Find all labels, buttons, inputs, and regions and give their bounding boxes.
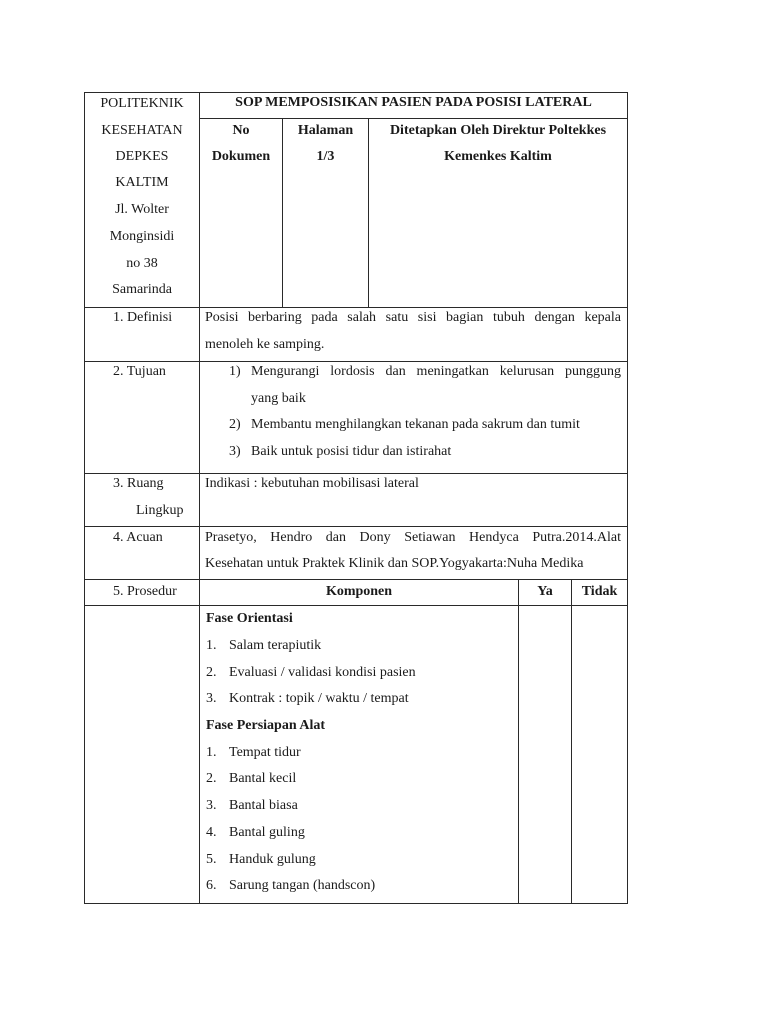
ruang-lingkup-label: 3. Ruang bbox=[113, 476, 164, 491]
institution-line: KESEHATAN bbox=[101, 123, 183, 138]
table-border-right bbox=[627, 92, 628, 904]
label-column-divider bbox=[199, 92, 200, 904]
phase-title: Fase Orientasi bbox=[206, 611, 293, 626]
row-divider-prosedur-header bbox=[84, 605, 628, 606]
no-dokumen-label: No bbox=[232, 123, 250, 138]
tujuan-label: 2. Tujuan bbox=[113, 364, 166, 379]
halaman-label: Halaman bbox=[297, 123, 354, 138]
tujuan-item-text: Baik untuk posisi tidur dan istirahat bbox=[251, 444, 452, 459]
no-dokumen-label: Dokumen bbox=[211, 149, 271, 164]
institution-line: POLITEKNIK bbox=[100, 96, 184, 111]
ruang-lingkup-label: Lingkup bbox=[136, 503, 184, 518]
prosedur-divider-tidak bbox=[571, 579, 572, 904]
checklist-item-number: 3. bbox=[206, 798, 217, 813]
table-border-bottom bbox=[84, 903, 628, 904]
checklist-item-number: 6. bbox=[206, 878, 217, 893]
checklist-item-text: Bantal biasa bbox=[229, 798, 298, 813]
checklist-item-text: Bantal kecil bbox=[229, 771, 297, 786]
checklist-item-text: Salam terapiutik bbox=[229, 638, 322, 653]
halaman-value: 1/3 bbox=[316, 149, 335, 164]
phase-title: Fase Persiapan Alat bbox=[206, 718, 325, 733]
institution-line: Monginsidi bbox=[109, 229, 175, 244]
tujuan-item-number: 1) bbox=[229, 364, 241, 379]
ditetapkan-label: Kemenkes Kaltim bbox=[444, 149, 552, 164]
prosedur-divider-ya bbox=[518, 579, 519, 904]
checklist-item-number: 3. bbox=[206, 691, 217, 706]
institution-line: KALTIM bbox=[115, 175, 169, 190]
tujuan-item-text: Mengurangi lordosis dan meningatkan kelurusan punggung bbox=[251, 364, 621, 379]
checklist-item-text: Kontrak : topik / waktu / tempat bbox=[229, 691, 409, 706]
checklist-item-number: 2. bbox=[206, 665, 217, 680]
tidak-column-header: Tidak bbox=[581, 584, 618, 599]
checklist-item-text: Bantal guling bbox=[229, 825, 305, 840]
tujuan-item-text: yang baik bbox=[251, 391, 306, 406]
checklist-item-number: 1. bbox=[206, 745, 217, 760]
ya-column-header: Ya bbox=[537, 584, 553, 599]
acuan-text-line: Kesehatan untuk Praktek Klinik dan SOP.Yogyakarta:Nuha Medika bbox=[205, 556, 584, 571]
checklist-item-text: Sarung tangan (handscon) bbox=[229, 878, 376, 893]
institution-line: Jl. Wolter bbox=[115, 202, 169, 217]
tujuan-item-number: 2) bbox=[229, 417, 241, 432]
checklist-item-text: Evaluasi / validasi kondisi pasien bbox=[229, 665, 416, 680]
tujuan-item-text: Membantu menghilangkan tekanan pada sakrum dan tumit bbox=[251, 417, 580, 432]
document-title: SOP MEMPOSISIKAN PASIEN PADA POSISI LATERAL bbox=[235, 95, 592, 110]
ditetapkan-label: Ditetapkan Oleh Direktur Poltekkes bbox=[389, 123, 607, 138]
checklist-item-number: 2. bbox=[206, 771, 217, 786]
acuan-label: 4. Acuan bbox=[113, 530, 163, 545]
acuan-text-line: Prasetyo, Hendro dan Dony Setiawan Hendyca Putra.2014.Alat bbox=[205, 530, 621, 545]
checklist-item-number: 5. bbox=[206, 852, 217, 867]
ruang-lingkup-text: Indikasi : kebutuhan mobilisasi lateral bbox=[205, 476, 419, 491]
checklist-item-text: Handuk gulung bbox=[229, 852, 316, 867]
definisi-label: 1. Definisi bbox=[113, 310, 173, 325]
institution-line: DEPKES bbox=[115, 149, 169, 164]
checklist-item-number: 4. bbox=[206, 825, 217, 840]
checklist-item-text: Tempat tidur bbox=[229, 745, 301, 760]
prosedur-label: 5. Prosedur bbox=[113, 584, 177, 599]
institution-line: no 38 bbox=[126, 256, 158, 271]
institution-line: Samarinda bbox=[112, 282, 172, 297]
checklist-item-number: 1. bbox=[206, 638, 217, 653]
definisi-text-line: menoleh ke samping. bbox=[205, 337, 325, 352]
definisi-text-line: Posisi berbaring pada salah satu sisi bagian tubuh dengan kepala bbox=[205, 310, 621, 325]
tujuan-item-number: 3) bbox=[229, 444, 241, 459]
komponen-column-header: Komponen bbox=[325, 584, 393, 599]
